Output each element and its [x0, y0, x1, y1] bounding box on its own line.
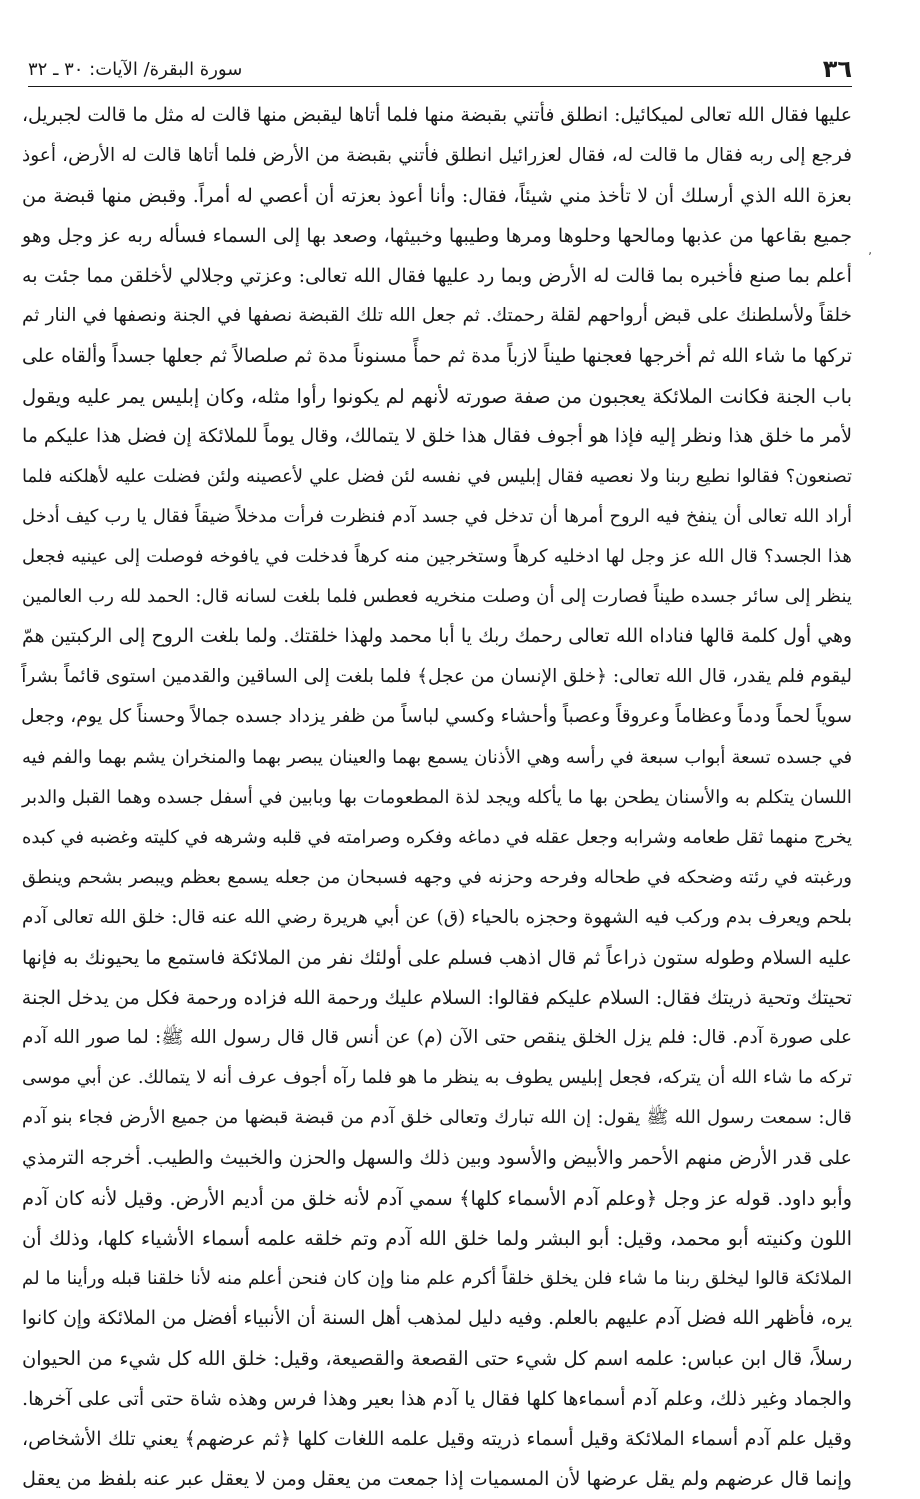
running-title: سورة البقرة/ الآيات: ٣٠ ـ ٣٢	[28, 58, 243, 80]
body-line: بعزة الله الذي أرسلك أن لا تأخذ مني شيئاً، فقال: وأنا أعوذ بعزته أن أعصي له أمراً. وقبض منها قبضة من	[22, 184, 852, 208]
body-line: أراد الله تعالى أن ينفخ فيه الروح أمرها أن تدخل في جسد آدم فنظرت فرأت مدخلاً ضيقاً فقال يا رب كيف أدخل	[22, 505, 852, 527]
body-line: على قدر الأرض منهم الأحمر والأبيض والأسود وبين ذلك والسهل والحزن والخبيث والطيب. أخرجه الترمذي	[22, 1146, 852, 1170]
body-line: جميع بقاعها من عذبها ومالحها وحلوها ومرها وطيبها وخبيثها، وصعد بها إلى السماء فسأله ربه عز وجل وهو	[22, 224, 852, 248]
body-line: وإنما قال عرضهم ولم يقل عرضها لأن المسميات إذا جمعت من يعقل ومن لا يعقل عبر عنه بلفظ من يعقل	[22, 1467, 852, 1491]
body-line: وأبو داود. قوله عز وجل ﴿وعلم آدم الأسماء كلها﴾ سمي آدم لأنه خلق من أديم الأرض. وقيل لأنه كان آدم	[22, 1186, 852, 1210]
margin-mark: ٬	[868, 250, 872, 264]
page-body	[21, 96, 852, 1491]
body-line: تصنعون؟ فقالوا نطيع ربنا ولا نعصيه فقال إبليس في نفسه لئن فضل علي لأعصينه ولئن فضلت عليه لأهلكنه فلما	[22, 465, 852, 487]
body-line: لأمر ما خلق هذا ونظر إليه فإذا هو أجوف فقال هذا خلق لا يتمالك، وقال يوماً للملائكة إن فضل هذا عليكم ما	[22, 425, 852, 447]
body-line: تحيتك وتحية ذريتك فقال: السلام عليكم فقالوا: السلام عليك ورحمة الله فزاده ورحمة فكل من يدخل الجنة	[21, 986, 852, 1010]
body-line: عليه السلام وطوله ستون ذراعاً ثم قال اذهب فسلم على أولئك نفر من الملائكة فاستمع ما يحيونك به فإنها	[22, 945, 852, 969]
body-line: خلقاً ولأسلطنك على قبض أرواحهم لقلة رحمتك. ثم جعل الله تلك القبضة نصفها في الجنة ونصفها في النار ثم	[22, 305, 852, 327]
body-line: هذا الجسد؟ قال الله عز وجل لها ادخليه كرهاً وستخرجين منه كرهاً فدخلت في يافوخه فوصلت إلى عينيه فجعل	[22, 546, 852, 568]
body-line: يره، فأظهر الله فضل آدم عليهم بالعلم. وفيه دليل لمذهب أهل السنة أن الأنبياء أفضل من الملائكة وإن كانوا	[22, 1307, 852, 1329]
body-line: ليقوم فلم يقدر، قال الله تعالى: ﴿خلق الإنسان من عجل﴾ فلما بلغت إلى الساقين والقدمين استوى قائماً بشراً	[21, 666, 852, 688]
page-number: ٣٦	[822, 55, 852, 83]
body-line: اللسان يتكلم به والأسنان يطحن بها ما يأكله ويجد لذة المطعومات بها وبابين في أسفل جسده وهما القبل والدبر	[22, 786, 852, 808]
body-line: والجماد وغير ذلك، وعلم آدم أسماءها كلها فقال يا آدم هذا بعير وهذا فرس وهذه شاة حتى أتى على آخرها.	[22, 1387, 852, 1410]
body-line: ينظر إلى سائر جسده طيناً فصارت إلى أن وصلت منخريه فعطس فلما بلغت لسانه قال: الحمد لله رب العالمين	[22, 586, 852, 608]
body-line: يخرج منهما ثقل طعامه وشرابه وجعل عقله في دماغه وفكره وصرامته في قلبه وشرهه في كليته وغضبه في كبده	[22, 826, 852, 848]
body-line: بلحم ويعرف بدم وركب فيه الشهوة وحجزه بالحياء (ق) عن أبي هريرة رضي الله عنه قال: خلق الله تعالى آدم	[22, 906, 852, 928]
body-line: وهي أول كلمة قالها فناداه الله تعالى رحمك ربك يا أبا محمد ولهذا خلقتك. ولما بلغت الروح إلى الركبتين همّ	[22, 626, 852, 648]
body-line: الملائكة قالوا ليخلق ربنا ما شاء فلن يخلق خلقاً أكرم علم منا وإن كان فنحن أعلم منه لأنا خلقنا قبله ورأينا ما لم	[22, 1267, 852, 1289]
body-line: أعلم بما صنع فأخبره بما قالت له الأرض وبما رد عليها فقال الله تعالى: وعزتي وجلالي لأخلقن مما جئت به	[22, 264, 852, 288]
body-line: عليها فقال الله تعالى لميكائيل: انطلق فأتني بقبضة منها فلما أتاها ليقبض منها قالت له مثل ما قالت لجبريل،	[22, 105, 852, 126]
body-line: باب الجنة فكانت الملائكة يعجبون من صفة صورته لأنهم لم يكونوا رأوا مثله، وكان إبليس يمر عليه ويقول	[22, 384, 852, 408]
body-line: قال: سمعت رسول الله ﷺ يقول: إن الله تبارك وتعالى خلق آدم من قبضة قبضها من جميع الأرض فجاء بنو آدم	[22, 1107, 852, 1129]
body-line: في جسده تسعة أبواب سبعة في رأسه وهي الأذنان يسمع بهما والعينان يبصر بهما والمنخران يشم بهما والفم فيه	[22, 746, 852, 768]
body-line: تركها ما شاء الله ثم أخرجها فعجنها طيناً لازباً مدة ثم حمأً مسنوناً مدة ثم صلصالاً ثم جعلها جسداً وألقاه على	[22, 345, 852, 367]
body-line: فرجع إلى ربه فقال ما قالت له، فقال لعزرائيل انطلق فأتني بقبضة من الأرض فلما أتاها قالت له الأرض، أعوذ	[22, 145, 852, 167]
page-header	[28, 52, 852, 87]
body-line: سوياً لحماً ودماً وعظاماً وعروقاً وعصباً وأحشاء وكسي لباساً من ظفر يزداد جسده جمالاً وحسناً كل يوم، وجعل	[21, 706, 852, 728]
body-line: تركه ما شاء الله أن يتركه، فجعل إبليس يطوف به ينظر ما هو فلما رآه أجوف عرف أنه لا يتمالك. عن أبي موسى	[22, 1067, 852, 1089]
body-line: ورغبته في رئته وضحكه في طحاله وفرحه وحزنه في وجهه فسبحان من جعله يسمع بعظم ويبصر بشحم وينطق	[22, 866, 852, 888]
body-line: رسلاً، قال ابن عباس: علمه اسم كل شيء حتى القصعة والقصيعة، وقيل: خلق الله كل شيء من الحيوان	[22, 1346, 852, 1370]
body-line: على صورة آدم. قال: فلم يزل الخلق ينقص حتى الآن (م) عن أنس قال قال رسول الله ﷺ: لما صور الله آدم	[22, 1027, 852, 1049]
body-line: اللون وكنيته أبو محمد، وقيل: أبو البشر ولما خلق الله آدم وتم خلقه علمه أسماء الأشياء كلها، وذلك أن	[22, 1226, 852, 1250]
body-line: وقيل علم آدم أسماء الملائكة وقيل أسماء ذريته وقيل علمه اللغات كلها ﴿ثم عرضهم﴾ يعني تلك الأشخاص،	[22, 1427, 852, 1451]
